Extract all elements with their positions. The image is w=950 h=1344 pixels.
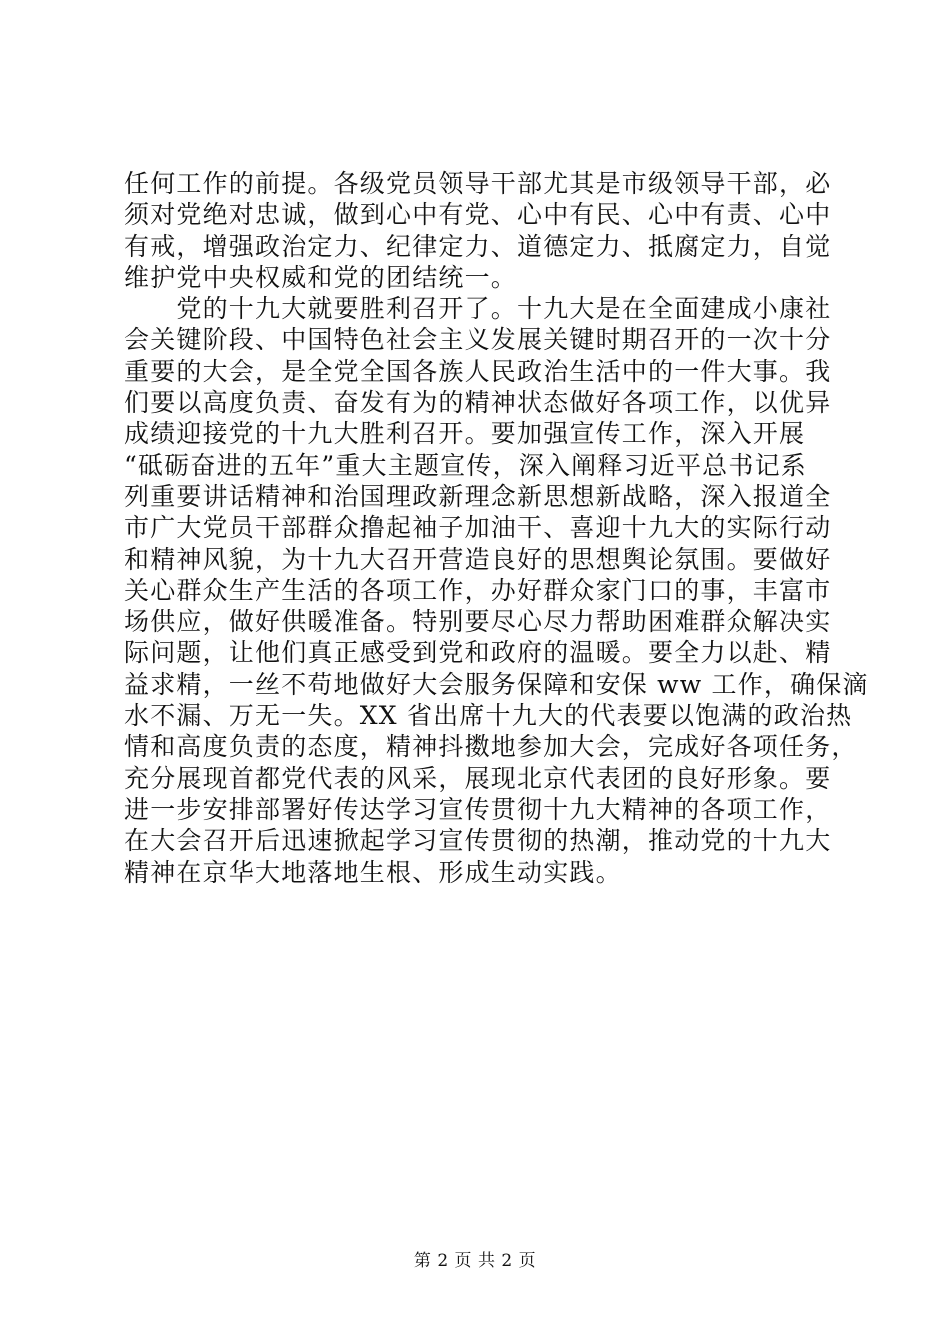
text-line: 关心群众生产生活的各项工作，办好群众家门口的事，丰富市 (124, 575, 832, 605)
page-number-label: 第 2 页 共 2 页 (413, 1251, 537, 1271)
page-footer (0, 1246, 950, 1271)
text-line: 有戒，增强政治定力、纪律定力、道德定力、抵腐定力，自觉 (124, 231, 832, 261)
text-line: 益求精，一丝不苟地做好大会服务保障和安保 ww 工作，确保滴 (124, 669, 869, 699)
text-line: 须对党绝对忠诚，做到心中有党、心中有民、心中有责、心中 (124, 200, 832, 230)
text-line: 重要的大会，是全党全国各族人民政治生活中的一件大事。我 (124, 356, 832, 386)
text-line: 成绩迎接党的十九大胜利召开。要加强宣传工作，深入开展 (124, 419, 806, 449)
text-line: 们要以高度负责、奋发有为的精神状态做好各项工作，以优异 (124, 388, 832, 418)
text-line: 列重要讲话精神和治国理政新理念新思想新战略，深入报道全 (124, 481, 832, 511)
text-line: 党的十九大就要胜利召开了。十九大是在全面建成小康社 (124, 294, 832, 324)
text-line: 充分展现首都党代表的风采，展现北京代表团的良好形象。要 (124, 763, 832, 793)
text-line: 市广大党员干部群众撸起袖子加油干、喜迎十九大的实际行动 (124, 513, 832, 543)
text-line: 精神在京华大地落地生根、形成生动实践。 (124, 857, 622, 887)
text-line: 会关键阶段、中国特色社会主义发展关键时期召开的一次十分 (124, 325, 832, 355)
text-line: 水不漏、万无一失。XX 省出席十九大的代表要以饱满的政治热 (124, 701, 853, 731)
text-line: 进一步安排部署好传达学习宣传贯彻十九大精神的各项工作， (124, 794, 832, 824)
text-line: 在大会召开后迅速掀起学习宣传贯彻的热潮，推动党的十九大 (124, 826, 832, 856)
text-line: 际问题，让他们真正感受到党和政府的温暖。要全力以赴、精 (124, 638, 832, 668)
text-line: 情和高度负责的态度，精神抖擞地参加大会，完成好各项任务， (124, 732, 858, 762)
text-line: 任何工作的前提。各级党员领导干部尤其是市级领导干部，必 (124, 169, 832, 198)
text-line: 和精神风貌，为十九大召开营造良好的思想舆论氛围。要做好 (124, 544, 832, 574)
body-text (124, 168, 869, 888)
text-line: 场供应，做好供暖准备。特别要尽心尽力帮助困难群众解决实 (124, 607, 832, 637)
text-line: 维护党中央权威和党的团结统一。 (124, 262, 518, 292)
text-line: “砥砺奋进的五年”重大主题宣传，深入阐释习近平总书记系 (124, 450, 807, 480)
